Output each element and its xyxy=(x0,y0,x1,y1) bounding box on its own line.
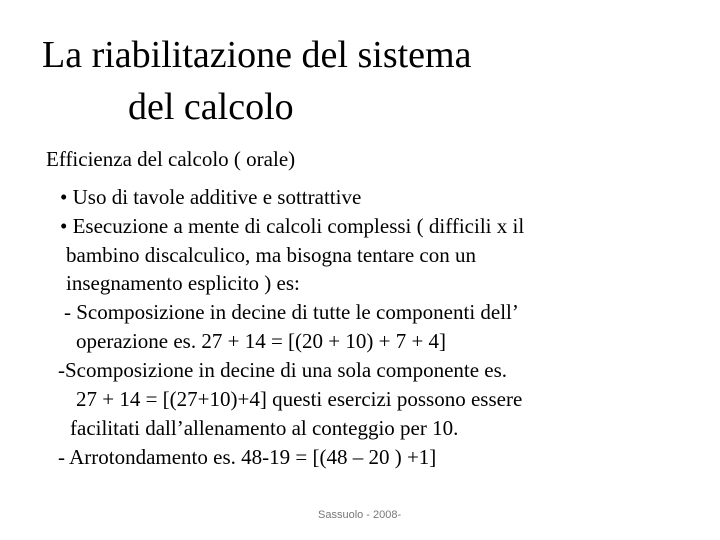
slide-footer: Sassuolo - 2008- xyxy=(318,509,402,521)
bullet-item-tavole: • Uso di tavole additive e sottrattive xyxy=(60,185,362,209)
dash-item-scomposizione-una: -Scomposizione in decine di una sola componente es. xyxy=(58,358,508,382)
dash-item-scomposizione-tutte: - Scomposizione in decine di tutte le componenti dell’ xyxy=(64,300,519,324)
dash-item-arrotondamento: - Arrotondamento es. 48-19 = [(48 – 20 ) +1] xyxy=(58,445,437,469)
slide-title-line-2: del calcolo xyxy=(128,86,294,128)
dash-item-scomposizione-una-cont-2: facilitati dall’allenamento al conteggio per 10. xyxy=(70,416,459,440)
bullet-item-esecuzione: • Esecuzione a mente di calcoli complessi ( difficili x il xyxy=(60,214,525,238)
slide-title-line-1: La riabilitazione del sistema xyxy=(42,34,472,76)
dash-item-scomposizione-una-cont-1: 27 + 14 = [(27+10)+4] questi esercizi possono essere xyxy=(76,387,523,411)
dash-item-scomposizione-tutte-cont: operazione es. 27 + 14 = [(20 + 10) + 7 + 4] xyxy=(76,329,447,353)
section-heading: Efficienza del calcolo ( orale) xyxy=(46,147,296,171)
bullet-item-esecuzione-cont-1: bambino discalculico, ma bisogna tentare con un xyxy=(66,243,476,267)
bullet-item-esecuzione-cont-2: insegnamento esplicito ) es: xyxy=(66,271,300,295)
